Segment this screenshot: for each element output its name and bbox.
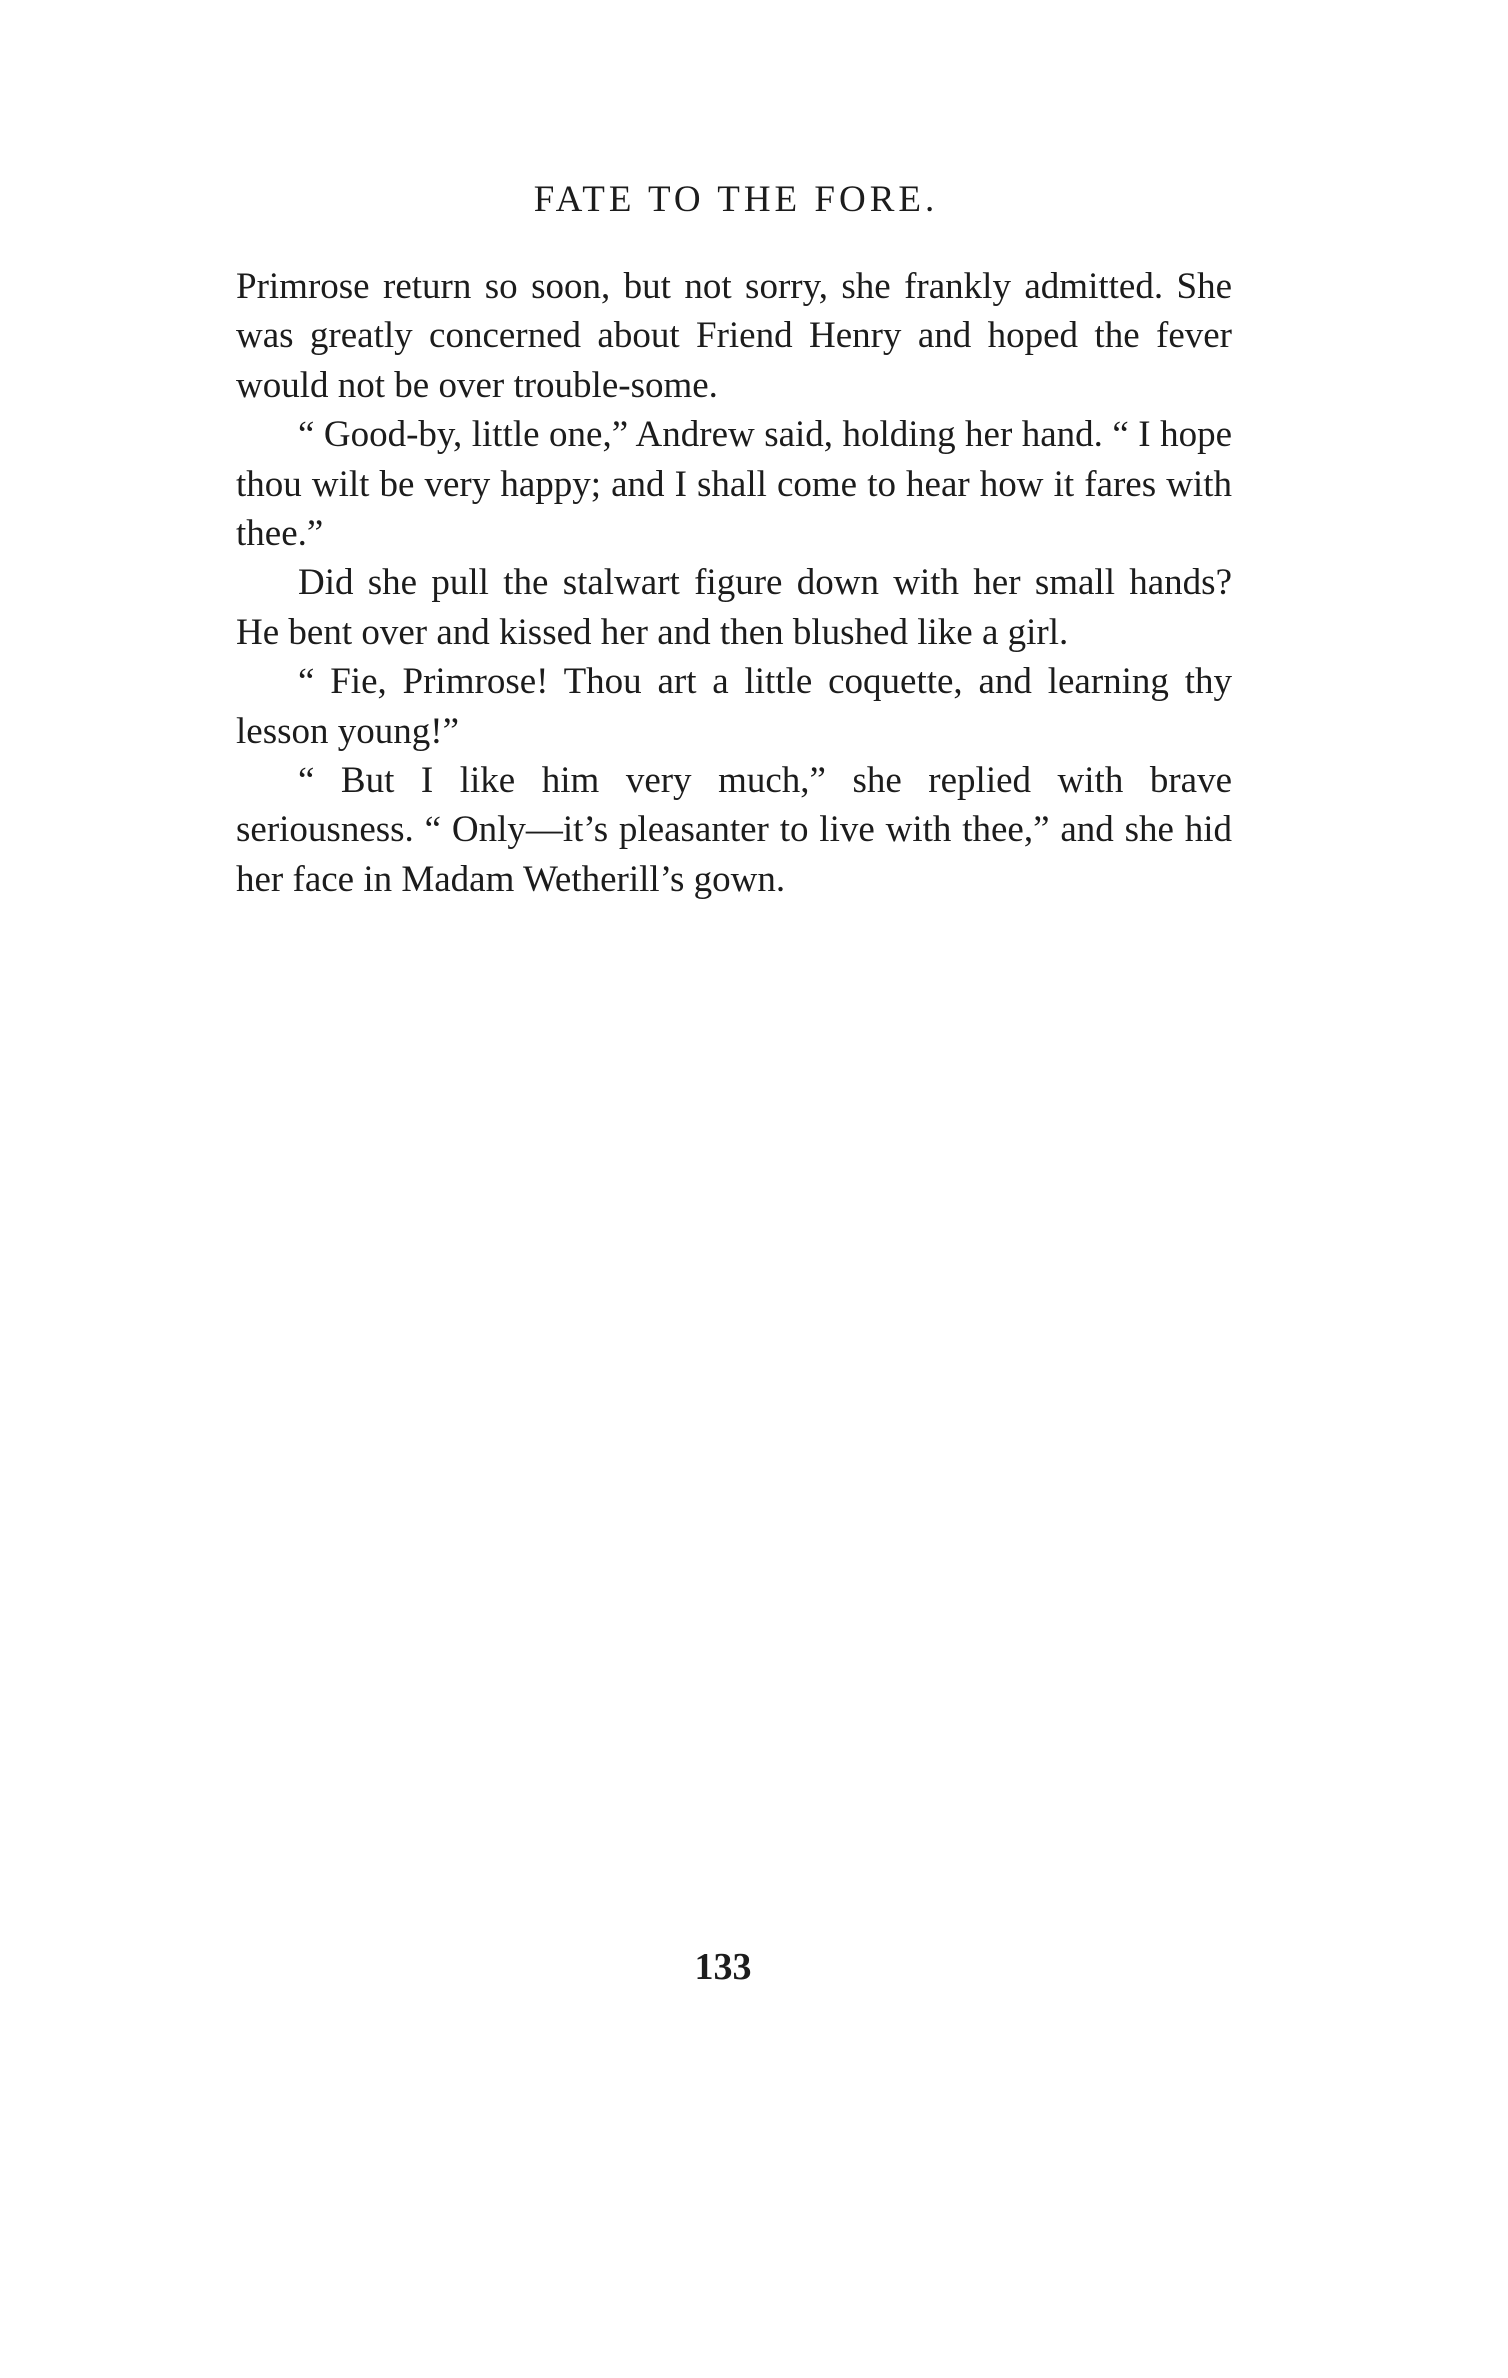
paragraph-2: “ Good-by, little one,” Andrew said, holding her hand. “ I hope thou wilt be very happy; and I shall come to hear how it fares with thee.” <box>236 414 1232 555</box>
running-head: FATE TO THE FORE. <box>533 179 939 220</box>
paragraph-5: “ But I like him very much,” she replied with brave seriousness. “ Only—it’s pleasanter to live with thee,” and she hid her face in Madam Wetherill’s gown. <box>236 760 1232 900</box>
body-text <box>236 262 1232 904</box>
paragraph-1: Primrose return so soon, but not sorry, she frankly admitted. She was greatly concerned about Friend Henry and hoped the fever would not be over trouble-some. <box>236 266 1232 406</box>
paragraph-4: “ Fie, Primrose! Thou art a little coquette, and learning thy lesson young!” <box>236 661 1232 752</box>
page-number: 133 <box>694 1946 752 1988</box>
paragraph-3: Did she pull the stalwart figure down with her small hands? He bent over and kissed her and then blushed like a girl. <box>236 562 1232 653</box>
